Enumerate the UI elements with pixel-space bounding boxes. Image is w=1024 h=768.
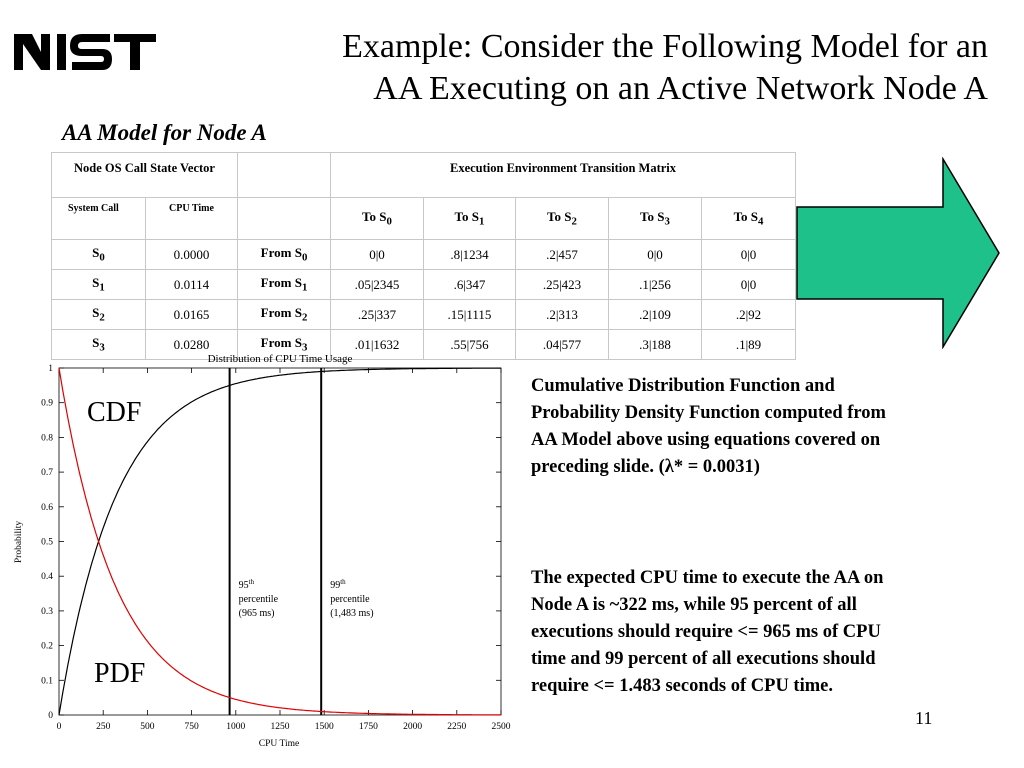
chart-title: Distribution of CPU Time Usage [207, 353, 353, 365]
table-row: $S_2$ 0.0165 From $S_2$ .25|337 .15|1115 .2|313 .2|109 .2|92 [52, 300, 796, 330]
table-row: $S_3$ 0.0280 From $S_3$ .01|1632 .55|756 .04|577 .3|188 .1|89 [52, 330, 796, 360]
subheader-blank [238, 198, 331, 240]
cdf-label: CDF [87, 397, 142, 428]
header-state-vector: Node OS Call State Vector [52, 153, 238, 198]
col-to-s2: To $S_2$ [516, 198, 609, 240]
y-tick-label: 0.3 [41, 606, 53, 617]
y-tick-label: 0.7 [41, 468, 53, 479]
pdf-label: PDF [94, 658, 146, 689]
col-to-s3: To $S_3$ [609, 198, 702, 240]
x-tick-label: 1250 [270, 722, 290, 732]
x-tick-label: 500 [140, 722, 155, 732]
percentile-label: 99th [330, 578, 346, 591]
x-tick-label: 2500 [491, 722, 511, 732]
col-to-s4: To $S_4$ [702, 198, 796, 240]
x-tick-label: 1750 [358, 722, 378, 732]
x-axis-label: CPU Time [258, 739, 300, 749]
y-tick-label: 0.6 [41, 502, 53, 513]
x-tick-label: 750 [184, 722, 199, 732]
y-axis-label: Probability [14, 520, 24, 564]
percentile-label: 95th [238, 578, 255, 591]
x-tick-label: 0 [56, 722, 62, 732]
x-tick-label: 2250 [447, 722, 467, 732]
cpu-time-distribution-chart [0, 348, 525, 753]
subheader-system-call: System Call [52, 198, 146, 240]
x-tick-label: 1500 [314, 722, 334, 732]
x-tick-label: 2000 [403, 722, 423, 732]
y-tick-label: 0.9 [41, 398, 53, 409]
y-tick-label: 0.5 [41, 537, 53, 548]
subheader-cpu-time: CPU Time [146, 198, 238, 240]
y-tick-label: 0 [48, 711, 53, 721]
percentile-value: (1,483 ms) [330, 608, 374, 619]
col-to-s0: To $S_0$ [331, 198, 424, 240]
transition-matrix-table [51, 152, 796, 360]
expected-cpu-time-description: The expected CPU time to execute the AA on Node A is ~322 ms, while 95 percent of all executions should require <= 965 ms of CPU time and 99 percent of all executions should require <= 1.483 seconds of CPU time. [531, 568, 884, 696]
percentile-word: percentile [330, 594, 370, 605]
page-number: 11 [915, 708, 933, 728]
y-tick-label: 0.8 [41, 433, 53, 444]
header-matrix: Execution Environment Transition Matrix [331, 153, 796, 198]
y-tick-label: 0.4 [41, 572, 53, 583]
right-arrow-icon [795, 157, 1001, 349]
percentile-word: percentile [238, 594, 279, 605]
nist-logo [14, 32, 158, 72]
y-tick-label: 1 [48, 364, 53, 374]
percentile-value: (965 ms) [238, 608, 275, 619]
x-tick-label: 1000 [226, 722, 246, 732]
y-tick-label: 0.2 [41, 641, 53, 652]
y-tick-label: 0.1 [41, 676, 53, 687]
x-tick-label: 250 [96, 722, 111, 732]
title-line-2: AA Executing on an Active Network Node A [373, 70, 988, 107]
header-blank [238, 153, 331, 198]
slide-title [208, 26, 988, 110]
cdf-pdf-description: Cumulative Distribution Function and Probability Density Function computed from AA Model above using equations covered on preceding slide. (λ* = 0.0031) [531, 376, 886, 477]
col-to-s1: To $S_1$ [424, 198, 516, 240]
table-row: $S_0$ 0.0000 From $S_0$ 0|0 .8|1234 .2|457 0|0 0|0 [52, 240, 796, 270]
table-row: $S_1$ 0.0114 From $S_1$ .05|2345 .6|347 .25|423 .1|256 0|0 [52, 270, 796, 300]
table-caption: AA Model for Node A [62, 120, 267, 145]
title-line-1: Example: Consider the Following Model for an [342, 28, 988, 65]
